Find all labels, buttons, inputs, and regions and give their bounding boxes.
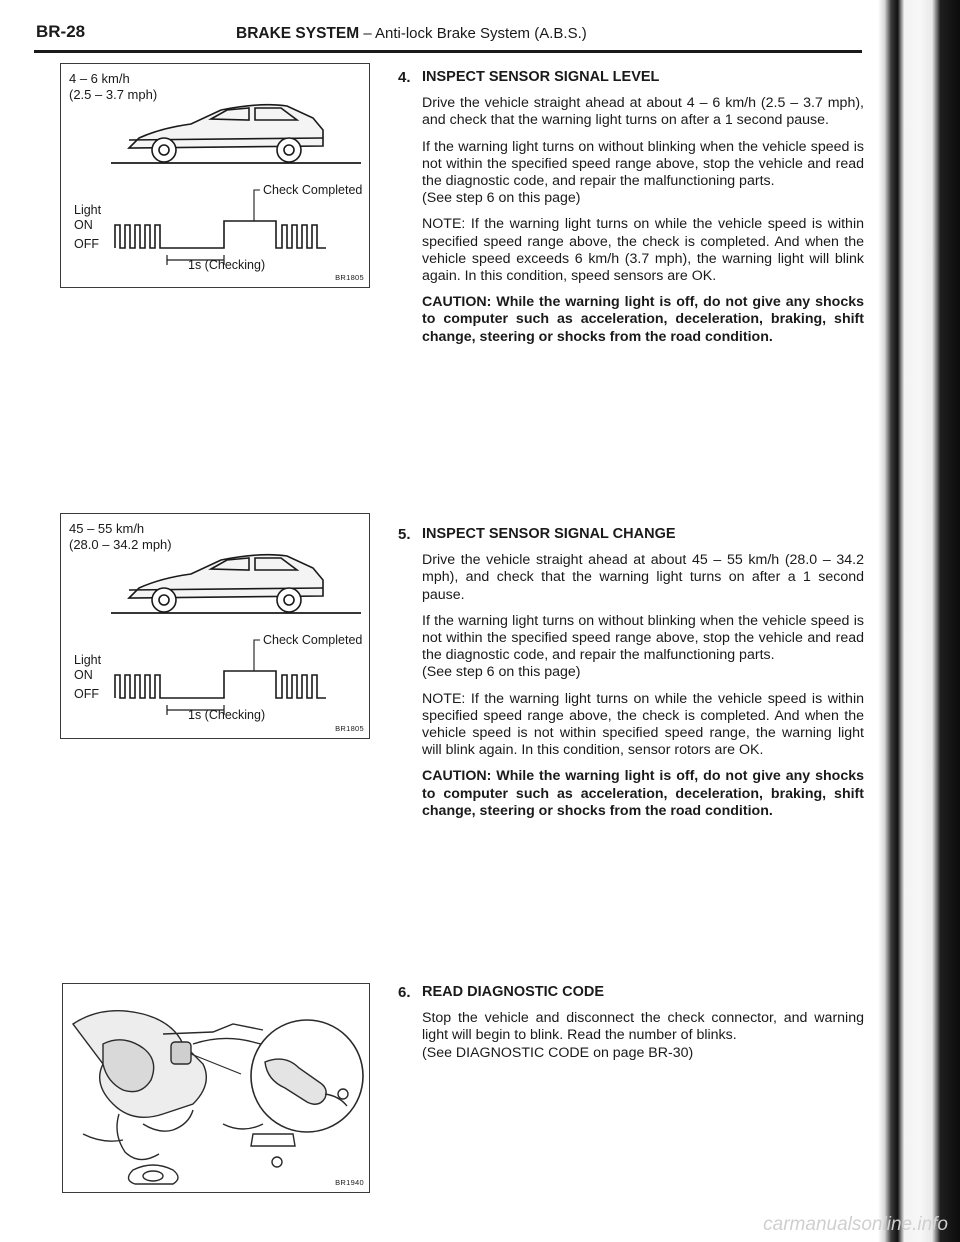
light-label: Light: [74, 653, 102, 667]
step-number: 6.: [398, 984, 411, 1001]
step-number: 5.: [398, 526, 411, 543]
car-side-icon: [111, 105, 361, 163]
caution-text: While the warning light is off, do not give any shocks to computer such as acceleration, deceleration, braking, shift change, steering or shocks from the road condition.: [422, 768, 864, 819]
step-heading: READ DIAGNOSTIC CODE: [422, 984, 605, 1000]
caution-label: CAUTION:: [422, 294, 492, 311]
caution-text: While the warning light is off, do not give any shocks to computer such as acceleration, deceleration, braking, shift change, steering or shocks from the road condition.: [422, 294, 864, 345]
step-note: NOTE: If the warning light turns on while the vehicle speed is within specified speed range above, the check is completed. And when the vehicle speed is not within specified speed range, the warning light will blink again. In this condition, sensor rotors are OK.: [422, 690, 864, 759]
off-label: OFF: [74, 687, 99, 701]
header-section: BRAKE SYSTEM: [236, 25, 360, 42]
watermark: carmanualsonline.info: [763, 1214, 948, 1235]
checking-duration-label: 1s (Checking): [188, 258, 266, 272]
step-heading: INSPECT SENSOR SIGNAL LEVEL: [422, 69, 660, 85]
car-side-icon: [111, 555, 361, 613]
car-and-waveform-illustration: [61, 514, 369, 738]
figure-sensor-signal-change: [60, 513, 370, 739]
step-caution: [422, 768, 864, 820]
checking-duration-label: 1s (Checking): [188, 708, 266, 722]
step-condition: [422, 139, 864, 208]
figure-code: BR1940: [335, 1178, 364, 1187]
speed-kmh: 45 – 55 km/h: [69, 521, 145, 536]
step-4-section: [398, 69, 864, 346]
step-5-section: [398, 526, 864, 820]
check-completed-label: Check Completed: [263, 183, 363, 197]
step-note: NOTE: If the warning light turns on while the vehicle speed is within specified speed range above, the check is completed. And when the vehicle speed exceeds 6 km/h (3.7 mph), the warning light will blink again. In this condition, speed sensors are OK.: [422, 216, 864, 285]
figure-check-connector: [62, 983, 370, 1193]
speed-kmh: 4 – 6 km/h: [69, 71, 130, 86]
cross-reference: (See DIAGNOSTIC CODE on page BR-30): [422, 1044, 694, 1061]
step-condition: [422, 613, 864, 682]
light-label: Light: [74, 203, 102, 217]
figure-code: BR1805: [335, 724, 364, 733]
speed-mph: (28.0 – 34.2 mph): [69, 537, 172, 552]
on-label: ON: [74, 668, 93, 682]
condition-text: If the warning light turns on without blinking when the vehicle speed is not within the specified speed range above, stop the vehicle and read the diagnostic code, and repair the malfunctioning parts.: [422, 612, 864, 664]
cross-reference: (See step 6 on this page): [422, 190, 581, 207]
figure-sensor-signal-level: [60, 63, 370, 288]
book-binding-shadow: [878, 0, 960, 1242]
cross-reference: (See step 6 on this page): [422, 664, 581, 681]
condition-text: If the warning light turns on without blinking when the vehicle speed is not within the specified speed range above, stop the vehicle and read the diagnostic code, and repair the malfunctioning parts.: [422, 138, 864, 190]
header-rule: [34, 50, 862, 53]
step-instruction: Drive the vehicle straight ahead at about 45 – 55 km/h (28.0 – 34.2 mph), and check that the warning light turns on after a 1 second pause.: [422, 552, 864, 603]
header-subsection: – Anti-lock Brake System (A.B.S.): [363, 25, 587, 42]
off-label: OFF: [74, 237, 99, 251]
speed-mph: (2.5 – 3.7 mph): [69, 87, 158, 102]
caution-label: CAUTION:: [422, 768, 492, 785]
page-number: BR-28: [36, 22, 86, 41]
instruction-text: Stop the vehicle and disconnect the check connector, and warning light will begin to blink. Read the number of blinks.: [422, 1010, 864, 1044]
light-signal-waveform: [115, 190, 326, 265]
step-caution: [422, 294, 864, 346]
check-completed-label: Check Completed: [263, 633, 363, 647]
on-label: ON: [74, 218, 93, 232]
car-and-waveform-illustration: [61, 64, 369, 287]
figure-code: BR1805: [335, 273, 364, 282]
engine-bay-connector-illustration: [63, 984, 369, 1192]
step-heading: INSPECT SENSOR SIGNAL CHANGE: [422, 526, 676, 542]
step-number: 4.: [398, 69, 411, 86]
step-instruction: Drive the vehicle straight ahead at about 4 – 6 km/h (2.5 – 3.7 mph), and check that the warning light turns on after a 1 second pause.: [422, 95, 864, 129]
light-signal-waveform: [115, 640, 326, 715]
step-instruction: [422, 1010, 864, 1062]
page-header-title: [236, 25, 587, 43]
step-6-section: [398, 984, 864, 1062]
